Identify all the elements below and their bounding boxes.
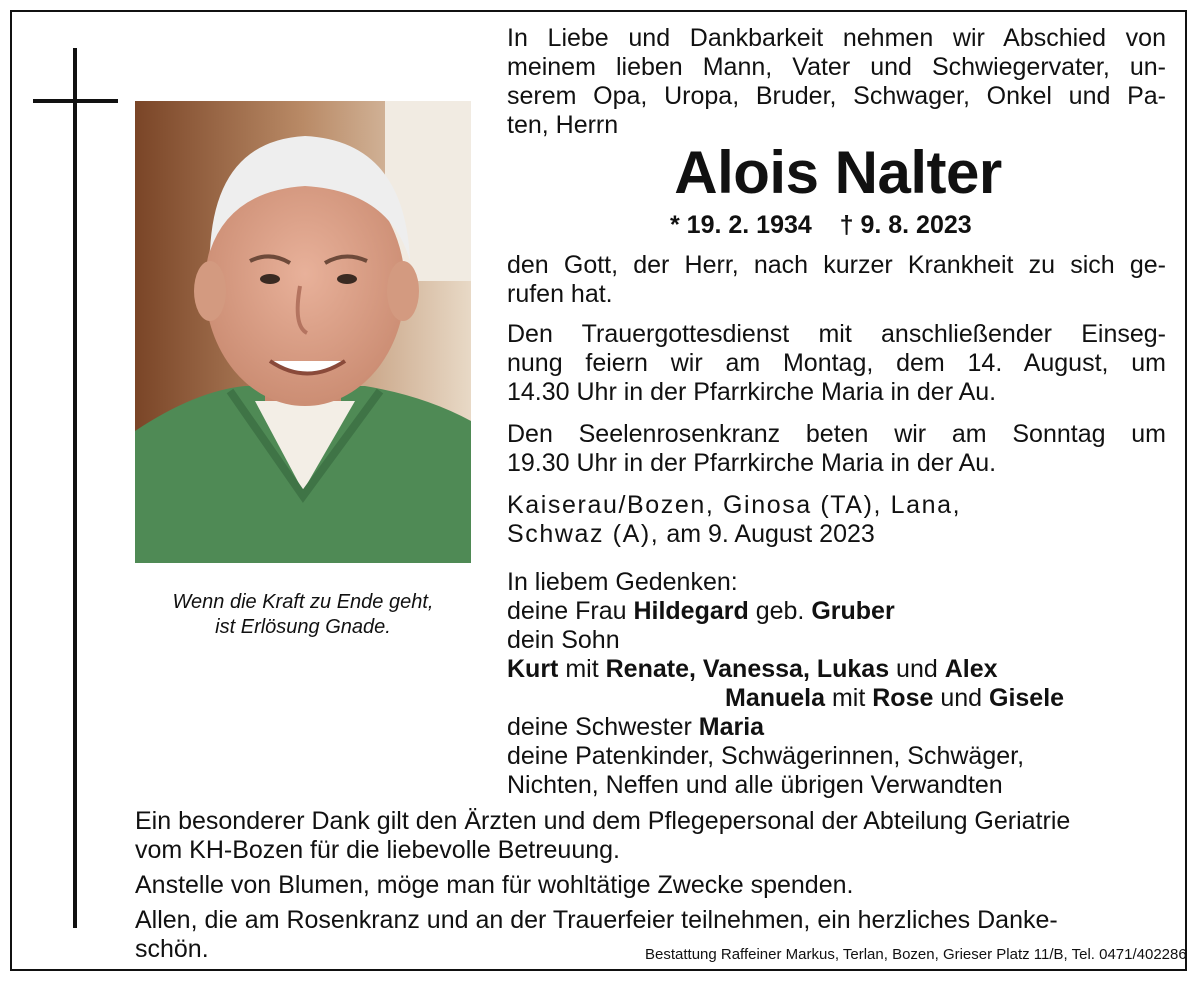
thanks-line: vom KH-Bozen für die liebevolle Betreuung. bbox=[135, 836, 620, 864]
mourners-heading: In liebem Gedenken: bbox=[507, 568, 738, 596]
service-text bbox=[507, 320, 1166, 407]
mourner-sister: deine Schwester Maria bbox=[507, 713, 765, 741]
flowers-text: Anstelle von Blumen, möge man für wohltätige Zwecke spenden. bbox=[135, 871, 854, 899]
mourners-list bbox=[507, 568, 1166, 800]
intro-line: serem Opa, Uropa, Bruder, Schwager, Onkel und Pa- bbox=[507, 82, 1166, 110]
final-line: schön. bbox=[135, 935, 209, 963]
mourner-son-label: dein Sohn bbox=[507, 626, 620, 654]
cross-icon bbox=[73, 48, 77, 928]
intro-text bbox=[507, 24, 1166, 140]
called-text bbox=[507, 251, 1166, 309]
quote-line: Wenn die Kraft zu Ende geht, bbox=[172, 591, 434, 613]
intro-line: meinem lieben Mann, Vater und Schwiegervater, un- bbox=[507, 53, 1166, 81]
place-line: Kaiserau/Bozen, Ginosa (TA), Lana, bbox=[507, 491, 962, 519]
service-line: nung feiern wir am Montag, dem 14. August, um bbox=[507, 349, 1166, 377]
place-date bbox=[507, 491, 1166, 549]
called-line: rufen hat. bbox=[507, 280, 613, 308]
mourner-wife: deine Frau Hildegard geb. Gruber bbox=[507, 597, 895, 625]
birth-date: * 19. 2. 1934 bbox=[670, 211, 812, 239]
thanks-line: Ein besonderer Dank gilt den Ärzten und dem Pflegepersonal der Abteilung Geriatrie bbox=[135, 807, 1071, 835]
quote-line: ist Erlösung Gnade. bbox=[215, 616, 391, 638]
place-town: Schwaz (A), bbox=[507, 520, 660, 548]
funeral-home: Bestattung Raffeiner Markus, Terlan, Bozen, Grieser Platz 11/B, Tel. 0471/402286 bbox=[645, 946, 1187, 963]
death-date: † 9. 8. 2023 bbox=[839, 211, 972, 239]
place-day: am 9. August 2023 bbox=[666, 520, 875, 548]
place-line bbox=[507, 520, 1166, 549]
final-line: Allen, die am Rosenkranz und an der Trauerfeier teilnehmen, ein herzliches Danke- bbox=[135, 906, 1058, 934]
rosary-line: 19.30 Uhr in der Pfarrkirche Maria in der Au. bbox=[507, 449, 997, 477]
deceased-name: Alois Nalter bbox=[674, 139, 1002, 206]
thanks-text bbox=[135, 807, 1167, 865]
intro-line: ten, Herrn bbox=[507, 111, 619, 139]
service-line: 14.30 Uhr in der Pfarrkirche Maria in der Au. bbox=[507, 378, 997, 406]
intro-line: In Liebe und Dankbarkeit nehmen wir Abschied von bbox=[507, 24, 1166, 52]
called-line: den Gott, der Herr, nach kurzer Krankheit zu sich ge- bbox=[507, 251, 1166, 279]
mourner-relatives: Nichten, Neffen und alle übrigen Verwandten bbox=[507, 771, 1003, 799]
mourner-godchildren: deine Patenkinder, Schwägerinnen, Schwäger, bbox=[507, 742, 1025, 770]
life-dates bbox=[670, 210, 972, 240]
mourner-daughter: Manuela mit Rose und Gisele bbox=[725, 684, 1065, 712]
quote bbox=[135, 590, 471, 640]
rosary-line: Den Seelenrosenkranz beten wir am Sonntag um bbox=[507, 420, 1166, 448]
cross-bar bbox=[33, 99, 118, 103]
service-line: Den Trauergottesdienst mit anschließender Einseg- bbox=[507, 320, 1166, 348]
mourner-son: Kurt mit Renate, Vanessa, Lukas und Alex bbox=[507, 655, 998, 683]
rosary-text bbox=[507, 420, 1166, 478]
portrait-photo bbox=[135, 101, 471, 563]
